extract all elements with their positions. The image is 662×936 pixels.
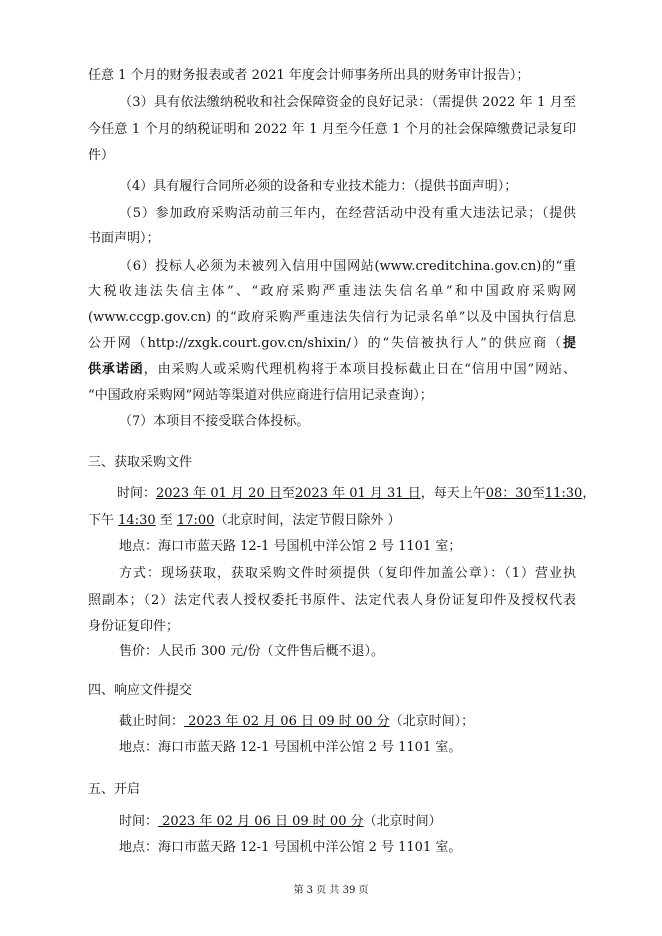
text: ，由采购人或采购代理机构将于本项目投标截止日在“信用中国”网站、 [143, 362, 576, 377]
label: 时间： [117, 486, 157, 501]
text-line: 身份证复印件； [88, 619, 180, 634]
text: ，每天上午 [420, 486, 486, 501]
am-start: 08：30 [485, 486, 532, 501]
text-line: 大税收违法失信主体”、“政府采购严重违法失信名单”和中国政府采购网 [88, 284, 576, 299]
end-date: 2023 年 01 月 31 日 [294, 486, 421, 501]
time-line-2 [88, 512, 576, 530]
place-line: 地点：海口市蓝天路 12-1 号国机中洋公馆 2 号 1101 室； [119, 539, 462, 554]
section-3-heading: 三、获取采购文件 [88, 455, 193, 470]
place-line: 地点：海口市蓝天路 12-1 号国机中洋公馆 2 号 1101 室。 [119, 840, 462, 855]
place-line: 地点：海口市蓝天路 12-1 号国机中洋公馆 2 号 1101 室。 [119, 740, 462, 755]
pm-start: 14:30 [118, 513, 156, 528]
price-line: 售价：人民币 300 元/份（文件售后概不退）。 [119, 644, 384, 659]
text: （北京时间）； [389, 714, 475, 729]
method-line: 方式：现场获取，获取采购文件时须提供（复印件加盖公章）：（1）营业执 [119, 566, 576, 581]
page-footer: 第 3 页 共 39 页 [293, 885, 369, 896]
section-5-heading: 五、开启 [88, 782, 141, 797]
opening-time: 2023 年 02 月 06 日 09 时 00 分 [158, 814, 364, 829]
text: （北京时间，法定节假日除外 ） [214, 513, 401, 528]
text-line: 书面声明）； [88, 231, 160, 246]
requirement-7: （7）本项目不接受联合体投标。 [119, 414, 310, 429]
requirement-3: （3）具有依法缴纳税收和社会保障资金的良好记录：（需提供 2022 年 1 月至 [119, 95, 576, 110]
text-line: (www.ccgp.gov.cn) 的“政府采购严重违法失信行为记录名单”以及中国执行信息 [88, 310, 576, 325]
start-date: 2023 年 01 月 20 日 [156, 486, 282, 501]
pm-end: 17:00 [176, 513, 215, 528]
text: 至 [281, 486, 295, 501]
text: （北京时间） [363, 814, 442, 829]
text: 下午 [88, 513, 115, 528]
section-4-heading: 四、响应文件提交 [88, 683, 193, 698]
text: 至 [159, 513, 173, 528]
bold-text: 提 [562, 336, 576, 351]
deadline-value: 2023 年 02 月 06 日 09 时 00 分 [184, 714, 390, 729]
opening-time-line [119, 813, 576, 831]
text-line [88, 335, 576, 353]
text-line [88, 361, 576, 379]
requirement-6: （6）投标人必须为未被列入信用中国网站(www.creditchina.gov.cn)的“重 [119, 259, 576, 274]
text-line: 任意 1 个月的财务报表或者 2021 年度会计师事务所出具的财务审计报告）； [88, 68, 530, 83]
text-line: 照副本；（2）法定代表人授权委托书原件、法定代表人身份证复印件及授权代表 [88, 593, 576, 608]
deadline-line [119, 713, 576, 731]
text: 至 [531, 486, 545, 501]
requirement-5: （5）参加政府采购活动前三年内，在经营活动中没有重大违法记录；（提供 [119, 206, 576, 221]
text-line: 今任意 1 个月的纳税证明和 2022 年 1 月至今任意 1 个月的社会保障缴费记录复印 [88, 122, 576, 137]
text: ， [582, 486, 596, 501]
bold-text: 供承诺函 [88, 362, 144, 377]
label: 截止时间： [119, 714, 185, 729]
text-line: 件） [88, 148, 115, 163]
time-line [117, 485, 596, 503]
requirement-4: （4）具有履行合同所必须的设备和专业技术能力：（提供书面声明）； [119, 179, 518, 194]
label: 时间： [119, 814, 159, 829]
text: 公开网（http://zxgk.court.gov.cn/shixin/）的“失信被执行人”的供应商（ [88, 336, 563, 351]
text-line: “中国政府采购网”网站等渠道对供应商进行信用记录查询）； [88, 388, 433, 403]
am-end: 11:30 [544, 486, 583, 501]
